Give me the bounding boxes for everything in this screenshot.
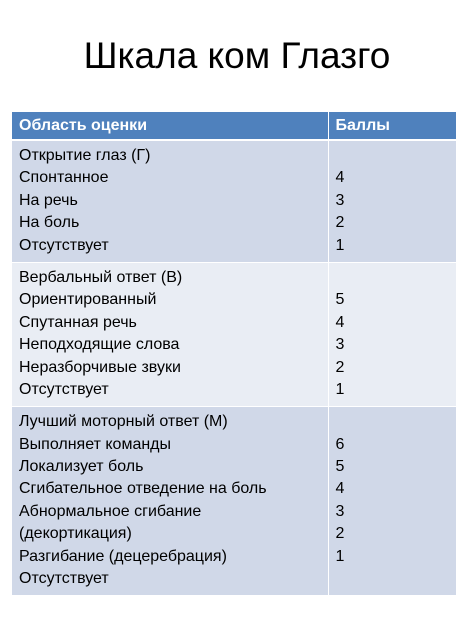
score-value: 1: [335, 547, 345, 565]
item-label: На речь: [19, 191, 78, 209]
table-header-row: [12, 112, 456, 140]
item-label: Отсутствует: [19, 570, 109, 588]
score-value: 3: [335, 502, 345, 520]
score-spacer: [336, 267, 457, 289]
score-value: 4: [335, 313, 345, 331]
section-heading-motor-response: Лучший моторный ответ (М): [19, 413, 228, 431]
score-value: 2: [335, 525, 345, 543]
score-value: 6: [335, 435, 345, 453]
item-label: Отсутствует: [19, 380, 109, 398]
score-value: 4: [335, 169, 345, 187]
table-row-verbal-response: [12, 262, 456, 406]
item-label: Спутанная речь: [19, 313, 137, 331]
slide-title: Шкала ком Глазго: [83, 35, 391, 76]
score-value: 1: [335, 380, 345, 398]
item-label: На боль: [19, 214, 80, 232]
score-value: 2: [335, 214, 345, 232]
score-value: 2: [335, 358, 345, 376]
glasgow-coma-scale-table: [12, 112, 456, 595]
item-label: Неподходящие слова: [19, 336, 180, 354]
score-value: 3: [335, 336, 345, 354]
score-spacer: [336, 411, 457, 433]
score-value: 5: [335, 458, 345, 476]
score-value: 3: [335, 191, 345, 209]
assessment-cell-eye-opening: [12, 140, 328, 262]
assessment-cell-motor-response: [12, 407, 328, 596]
score-value: 5: [335, 291, 345, 309]
score-cell-verbal-response: [328, 262, 456, 406]
item-label: (декортикация): [19, 525, 132, 543]
item-label: Сгибательное отведение на боль: [19, 480, 267, 498]
section-heading-verbal-response: Вербальный ответ (В): [19, 268, 183, 286]
item-label: Спонтанное: [19, 169, 109, 187]
score-cell-motor-response: [328, 407, 456, 596]
score-value: 1: [335, 236, 345, 254]
item-label: Неразборчивые звуки: [19, 358, 181, 376]
section-heading-eye-opening: Открытие глаз (Г): [19, 147, 151, 164]
header-score: Баллы: [328, 112, 456, 140]
score-spacer: [336, 145, 457, 167]
table-row-eye-opening: [12, 140, 456, 262]
header-assessment-area: Область оценки: [12, 112, 328, 140]
item-label: Локализует боль: [19, 458, 144, 476]
item-label: Абнормальное сгибание: [19, 502, 202, 520]
item-label: Разгибание (децеребрация): [19, 547, 227, 565]
score-value: 4: [335, 480, 345, 498]
item-label: Отсутствует: [19, 236, 109, 254]
score-cell-eye-opening: [328, 140, 456, 262]
assessment-cell-verbal-response: [12, 262, 328, 406]
item-label: Выполняет команды: [19, 435, 172, 453]
table-row-motor-response: [12, 407, 456, 596]
item-label: Ориентированный: [19, 291, 157, 309]
